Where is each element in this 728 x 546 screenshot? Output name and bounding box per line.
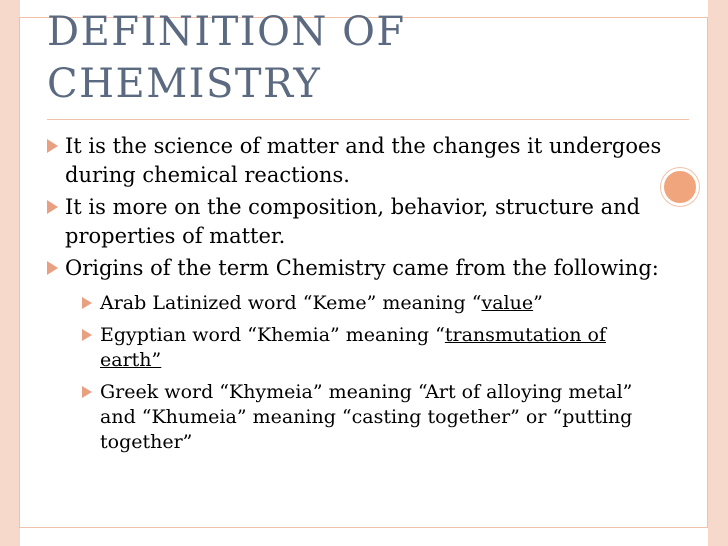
bullet-text: Origins of the term Chemistry came from the following:	[65, 256, 659, 280]
right-accent-band	[708, 0, 728, 546]
bullet-list	[47, 132, 662, 455]
underlined-term: transmutation of earth”	[100, 324, 607, 371]
sub-bullet-suffix: ”	[533, 292, 543, 314]
right-arrow-bullet-icon	[47, 261, 58, 275]
sub-bullet-item	[65, 291, 662, 316]
slide-title: DEFINITION OF CHEMISTRY	[47, 9, 406, 107]
sub-bullet-prefix: Greek word “Khymeia” meaning “Art of alloying metal” and “Khumeia” meaning “casting together” or “putting together”	[100, 381, 633, 453]
bullet-item	[47, 254, 662, 455]
sub-bullet-prefix: Arab Latinized word “Keme” meaning “	[100, 292, 482, 314]
sub-bullet-list	[65, 291, 662, 455]
sub-bullet-prefix: Egyptian word “Khemia” meaning “	[100, 324, 445, 346]
sub-bullet-item	[65, 323, 662, 373]
bullet-text: It is the science of matter and the changes it undergoes during chemical reactions.	[65, 134, 662, 187]
title-divider	[47, 119, 689, 120]
bullet-text: It is more on the composition, behavior, structure and properties of matter.	[65, 195, 641, 248]
underlined-term: value	[481, 292, 534, 314]
circle-ornament	[661, 168, 699, 206]
right-arrow-bullet-icon	[47, 200, 58, 214]
bullet-item	[47, 132, 662, 190]
right-arrow-bullet-icon	[82, 297, 92, 309]
left-accent-band	[0, 0, 20, 546]
sub-bullet-item	[65, 380, 662, 455]
right-arrow-bullet-icon	[82, 386, 92, 398]
bullet-item	[47, 193, 662, 251]
right-arrow-bullet-icon	[47, 139, 58, 153]
right-arrow-bullet-icon	[82, 329, 92, 341]
